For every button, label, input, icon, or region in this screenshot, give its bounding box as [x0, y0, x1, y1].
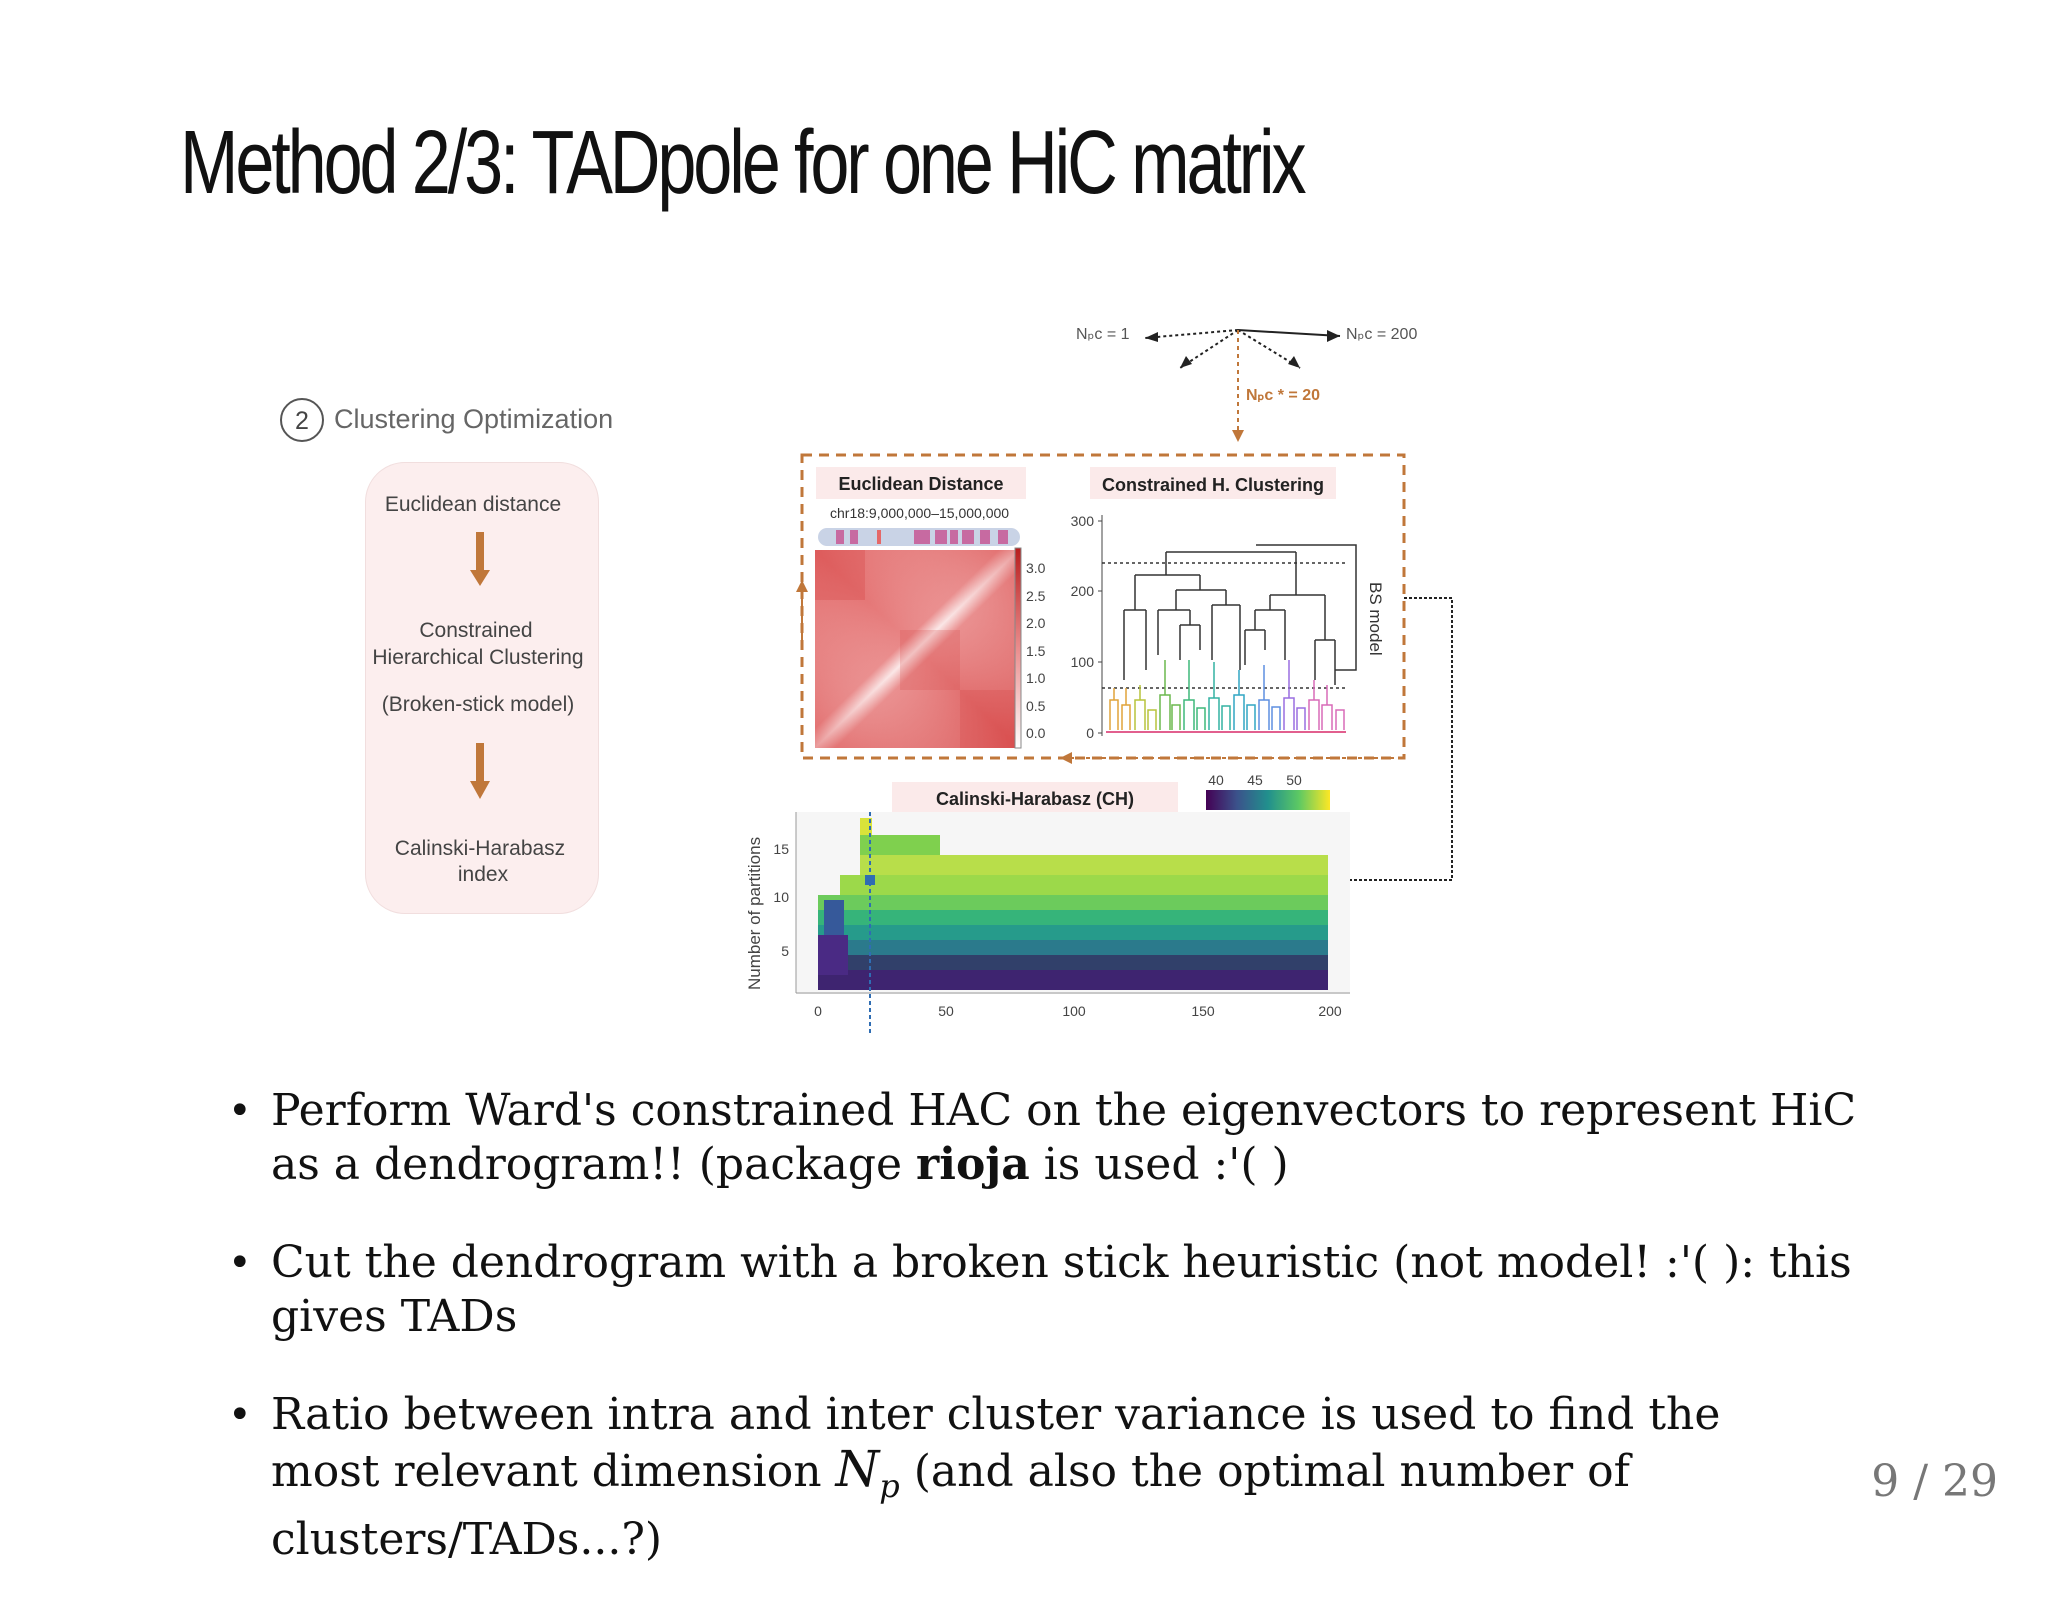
- colorbar-tick: 0.5: [1026, 698, 1046, 714]
- ch-heatmap: [796, 812, 1350, 994]
- npc-arrows: [1145, 330, 1340, 442]
- ch-legend-tick: 45: [1247, 772, 1263, 788]
- hclust-axis: [1098, 515, 1102, 736]
- ch-legend-tick: 40: [1208, 772, 1224, 788]
- dendrogram: [1102, 545, 1356, 688]
- dendrogram-leaves: [1106, 660, 1346, 732]
- np-symbol: $N_p$: [835, 1440, 900, 1505]
- flow-step-ch-2: index: [457, 863, 509, 886]
- bullet-2-text: Cut the dendrogram with a broken stick heuristic (not model! :'( ): this gives TADs: [271, 1237, 1852, 1342]
- step-number: 2: [295, 407, 309, 435]
- flow-step-constrained-1: Constrained: [419, 619, 533, 642]
- hclust-ytick: 200: [1070, 583, 1094, 599]
- ch-ytick: 5: [781, 943, 789, 959]
- euclid-title: Euclidean Distance: [838, 474, 1004, 494]
- bullet-dot: •: [228, 1088, 252, 1134]
- ch-xtick: 150: [1191, 1003, 1215, 1019]
- ch-xtick: 50: [938, 1003, 954, 1019]
- npc-left-label: Nₚᴄ = 1: [1076, 326, 1130, 343]
- page-number: 9 / 29: [1871, 1456, 1998, 1507]
- ch-xtick: 0: [814, 1003, 822, 1019]
- ch-title: Calinski-Harabasz (CH): [935, 789, 1135, 809]
- flow-step-ch-1: Calinski-Harabasz: [394, 837, 566, 860]
- colorbar-tick: 3.0: [1026, 560, 1046, 576]
- bullet-1-text: Perform Ward's constrained HAC on the eigenvectors to represent HiC as a dendrogram!! (package: [271, 1085, 1857, 1190]
- npc-right-label: Nₚᴄ = 200: [1346, 326, 1418, 343]
- ch-legend-bar: [1206, 790, 1330, 810]
- bullet-3-text: Ratio between intra and inter cluster variance is used to find the most relevant dimension: [271, 1389, 1721, 1497]
- colorbar-tick: 1.0: [1026, 670, 1046, 686]
- colorbar-tick-labels: [1026, 560, 1046, 741]
- ch-xtick: 100: [1062, 1003, 1086, 1019]
- flow-arrow-1: [470, 532, 490, 586]
- hclust-ytick: 100: [1070, 654, 1094, 670]
- colorbar-tick: 2.5: [1026, 588, 1046, 604]
- slide-title: Method 2/3: TADpole for one HiC matrix: [180, 113, 1304, 213]
- bs-model-label: BS model: [1366, 582, 1385, 656]
- colorbar-tick: 2.0: [1026, 615, 1046, 631]
- hclust-title: Constrained H. Clustering: [1101, 475, 1325, 495]
- chromosome-ideogram: [818, 528, 1020, 546]
- npc-star-label: Nₚᴄ * = 20: [1246, 387, 1321, 404]
- ch-ytick: 10: [773, 889, 789, 905]
- flow-step-constrained-2: Hierarchical Clustering: [372, 646, 584, 669]
- bullet-1-bold: rioja: [916, 1139, 1030, 1190]
- flow-arrow-2: [470, 743, 490, 799]
- euclid-region: chr18:9,000,000–15,000,000: [830, 505, 1010, 521]
- ch-ylabel: Number of partitions: [745, 836, 764, 990]
- ch-ytick: 15: [773, 841, 789, 857]
- ch-xtick: 200: [1318, 1003, 1342, 1019]
- hclust-ytick: 300: [1070, 513, 1094, 529]
- step-title: Clustering Optimization: [334, 404, 614, 434]
- distance-heatmap: [815, 550, 1019, 748]
- ch-legend-tick: 50: [1286, 772, 1302, 788]
- bullet-list: [228, 1084, 1908, 1611]
- bullet-item: [228, 1084, 1908, 1192]
- bullet-dot: •: [228, 1392, 252, 1438]
- colorbar-tick: 0.0: [1026, 725, 1046, 741]
- bullet-item: [228, 1236, 1908, 1344]
- bullet-3-text-end: (and also the optimal number of clusters/TADs...?): [271, 1446, 1630, 1565]
- bullet-1-text-end: is used :'( ): [1029, 1139, 1289, 1190]
- np-selection-marker: [865, 875, 875, 885]
- flow-step-euclidean: Euclidean distance: [384, 493, 562, 516]
- bullet-item: [228, 1388, 1908, 1567]
- colorbar-tick: 1.5: [1026, 643, 1046, 659]
- flow-step-constrained-3: (Broken-stick model): [381, 693, 575, 716]
- heatmap-colorbar: [1015, 548, 1021, 748]
- hclust-ytick: 0: [1086, 725, 1094, 741]
- bullet-dot: •: [228, 1240, 252, 1286]
